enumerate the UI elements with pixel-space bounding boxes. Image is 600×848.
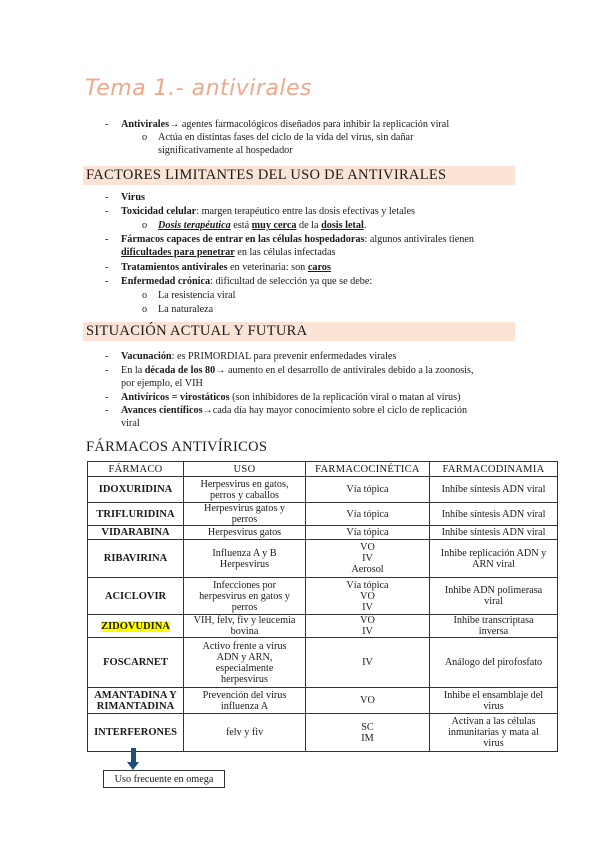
text: está	[230, 220, 252, 231]
cell-line: perros y caballos	[209, 489, 280, 501]
table-header-row	[88, 462, 558, 477]
cell-pd	[430, 526, 558, 540]
cell-line: bovina	[230, 626, 259, 637]
term: Enfermedad crónica	[121, 276, 211, 287]
cell-pd	[430, 477, 558, 503]
cell-line: felv y fiv	[225, 727, 264, 738]
bullet-dash: -	[105, 119, 109, 130]
situacion-antiviricos	[121, 391, 460, 404]
factor-toxicidad	[121, 205, 415, 218]
cell-line: VO	[360, 590, 375, 602]
cell-line: Inhibe síntesis ADN viral	[441, 508, 546, 520]
cell-pd	[430, 638, 558, 688]
situacion-avances	[121, 404, 467, 417]
cell-uso	[184, 526, 306, 540]
cell-line: ARN viral	[472, 558, 515, 570]
table-row	[88, 714, 558, 752]
term: Antivíricos = virostáticos	[121, 392, 230, 403]
cell-uso	[184, 540, 306, 578]
cell-uso	[184, 615, 306, 638]
cell-line: inmunitarias y mata al	[448, 727, 539, 738]
term: caros	[307, 262, 331, 273]
cell-farmaco	[88, 714, 184, 752]
intro-sub1: Actúa en distintas fases del ciclo de la vida del virus, sin dañar	[158, 132, 414, 143]
text: →cada día hay mayor conocimiento sobre el ciclo de replicación	[202, 405, 468, 416]
text: .	[363, 220, 367, 231]
text: de la	[296, 220, 322, 231]
header-uso: USO	[184, 462, 306, 477]
cell-line: Activo frente a virus	[202, 640, 287, 652]
cell-pd	[430, 540, 558, 578]
cell-line: IV	[362, 601, 373, 613]
cell-line: IV	[362, 626, 373, 637]
cell-uso	[184, 638, 306, 688]
term: muy cerca	[251, 220, 297, 231]
cell-line: Herpesvirus en gatos,	[200, 478, 289, 490]
cell-line: virus	[483, 700, 504, 712]
cell-pd	[430, 714, 558, 752]
intro-text: agentes farmacológicos diseñados para inhibir la replicación viral	[179, 119, 450, 130]
cell-line: influenza A	[220, 700, 269, 712]
factor-farmacos	[121, 233, 474, 246]
page-title: Tema 1.- antivirales	[85, 76, 313, 101]
term: Dosis terapéutica	[158, 220, 231, 231]
bullet-dash: -	[105, 276, 109, 287]
section-heading-farmacos: FÁRMACOS ANTIVÍRICOS	[86, 439, 268, 455]
cell-line: Aerosol	[351, 564, 384, 575]
drug-name: INTERFERONES	[94, 727, 177, 738]
cell-uso	[184, 714, 306, 752]
drug-name: AMANTADINA Y RIMANTADINA	[94, 689, 177, 712]
cell-line: Herpesvirus	[219, 558, 270, 570]
sub-bullet: o	[142, 132, 148, 143]
cell-line: Inhibe replicación ADN y	[440, 547, 547, 559]
intro-sub2: significativamente al hospedador	[158, 145, 293, 156]
sub-bullet: o	[142, 304, 148, 315]
cell-pk	[306, 503, 430, 526]
cell-line: IM	[361, 732, 374, 744]
term: Tratamientos antivirales	[121, 262, 228, 273]
cell-pk	[306, 578, 430, 615]
situacion-vacunacion	[121, 350, 396, 363]
cell-line: perros	[231, 514, 258, 525]
cell-pk	[306, 526, 430, 540]
term: dosis letal	[321, 220, 364, 231]
cell-line: Prevención del virus	[202, 689, 287, 701]
cell-farmaco	[88, 688, 184, 714]
bullet-dash: -	[105, 405, 109, 416]
bullet-dash: -	[105, 351, 109, 362]
table-row	[88, 638, 558, 688]
drug-name: FOSCARNET	[103, 657, 168, 668]
cell-pd	[430, 578, 558, 615]
cell-line: viral	[484, 596, 503, 607]
cell-line: ADN y ARN,	[216, 651, 273, 663]
text: : es PRIMORDIAL para prevenir enfermedades virales	[171, 351, 397, 362]
cell-pd	[430, 688, 558, 714]
term: dificultades para penetrar	[121, 247, 235, 258]
cell-line: VO	[360, 695, 375, 706]
cell-uso	[184, 477, 306, 503]
factor-farmacos-l2	[121, 246, 335, 259]
cell-pk	[306, 477, 430, 503]
text: : algunos antivirales tienen	[364, 234, 474, 245]
factor-virus: Virus	[121, 192, 145, 203]
cell-farmaco	[88, 477, 184, 503]
sub-bullet: o	[142, 290, 148, 301]
factor-toxicidad-sub	[158, 219, 366, 232]
cell-line: Inhibe ADN polimerasa	[444, 585, 543, 596]
factor-enfermedad-sub2: La naturaleza	[158, 304, 214, 315]
cell-farmaco	[88, 503, 184, 526]
text: En la	[121, 365, 145, 376]
cell-line: IV	[362, 657, 373, 668]
cell-pk	[306, 615, 430, 638]
cell-uso	[184, 503, 306, 526]
cell-farmaco	[88, 540, 184, 578]
cell-pk	[306, 714, 430, 752]
drug-name: TRIFLURIDINA	[96, 508, 175, 520]
cell-line: Análogo del pirofosfato	[444, 657, 543, 668]
bullet-dash: -	[105, 192, 109, 203]
cell-line: virus	[483, 738, 504, 749]
cell-pk	[306, 688, 430, 714]
cell-line: VIH, felv, fiv y leucemia	[193, 615, 296, 626]
cell-line: Infecciones por	[212, 579, 277, 591]
arrow-head-icon	[127, 762, 139, 770]
term: Avances científicos	[121, 405, 203, 416]
section-heading-situacion: SITUACIÓN ACTUAL Y FUTURA	[83, 322, 515, 341]
intro-arrow: →	[169, 119, 180, 130]
cell-pk	[306, 638, 430, 688]
drug-name: VIDARABINA	[101, 527, 170, 538]
section-heading-factores: FACTORES LIMITANTES DEL USO DE ANTIVIRALES	[83, 166, 515, 185]
cell-line: herpesvirus	[221, 673, 268, 685]
situacion-decada	[121, 364, 474, 377]
drugs-table	[87, 461, 558, 752]
table-row	[88, 688, 558, 714]
intro-line	[121, 118, 449, 131]
cell-line: herpesvirus en gatos y	[199, 590, 290, 602]
text: : dificultad de selección ya que se debe:	[210, 276, 373, 287]
cell-line: Inhibe el ensamblaje del	[443, 689, 544, 701]
bullet-dash: -	[105, 365, 109, 376]
cell-uso	[184, 578, 306, 615]
sub-bullet: o	[142, 220, 148, 231]
drug-name: ZIDOVUDINA	[101, 620, 170, 632]
text: (son inhibidores de la replicación viral o matan al virus)	[229, 392, 461, 403]
cell-line: especialmente	[215, 662, 274, 674]
cell-uso	[184, 688, 306, 714]
cell-line: inversa	[478, 626, 509, 637]
factor-enfermedad-sub1: La resistencia viral	[158, 290, 236, 301]
factor-tratamientos	[121, 261, 331, 274]
cell-line: Herpesvirus gatos	[207, 527, 282, 538]
cell-line: perros	[231, 601, 258, 613]
cell-farmaco	[88, 638, 184, 688]
intro-term: Antivirales	[121, 119, 170, 130]
header-farmacocinetica: FARMACOCINÉTICA	[306, 462, 430, 477]
text: → aumento en el desarrollo de antivirales debido a la zoonosis,	[215, 365, 474, 376]
text: en veterinaria: son	[227, 262, 308, 273]
note-box: Uso frecuente en omega	[103, 770, 225, 788]
cell-line: SC	[361, 721, 374, 733]
cell-line: Influenza A y B	[212, 547, 277, 559]
term: Fármacos capaces de entrar en las células hospedadoras	[121, 234, 365, 245]
cell-farmaco	[88, 526, 184, 540]
bullet-dash: -	[105, 392, 109, 403]
text: : margen terapéutico entre las dosis efectivas y letales	[196, 206, 415, 217]
table-row	[88, 477, 558, 503]
table-row	[88, 540, 558, 578]
cell-pk	[306, 540, 430, 578]
situacion-avances-l2: viral	[121, 418, 140, 429]
table-row	[88, 615, 558, 638]
cell-line: Inhibe síntesis ADN viral	[441, 527, 546, 538]
drug-name: ACICLOVIR	[104, 590, 167, 602]
header-farmacodinamia: FARMACODINAMIA	[430, 462, 558, 477]
cell-line: Vía tópica	[346, 579, 389, 591]
cell-farmaco	[88, 615, 184, 638]
cell-line: Vía tópica	[346, 484, 389, 495]
cell-pd	[430, 615, 558, 638]
factor-enfermedad	[121, 275, 372, 288]
cell-line: VO	[360, 615, 375, 626]
cell-line: VO	[360, 542, 375, 553]
header-farmaco: FÁRMACO	[88, 462, 184, 477]
text: en las células infectadas	[234, 247, 336, 258]
table-row	[88, 526, 558, 540]
cell-farmaco	[88, 578, 184, 615]
cell-pd	[430, 503, 558, 526]
cell-line: Herpesvirus gatos y	[204, 503, 285, 514]
bullet-dash: -	[105, 262, 109, 273]
term: década de los 80	[144, 365, 216, 376]
situacion-decada-l2: por ejemplo, el VIH	[121, 378, 203, 389]
drug-name: IDOXURIDINA	[98, 484, 173, 495]
cell-line: Inhibe síntesis ADN viral	[441, 484, 546, 495]
table-row	[88, 503, 558, 526]
cell-line: Vía tópica	[346, 527, 389, 538]
cell-line: IV	[362, 553, 373, 564]
cell-line: Inhibe transcriptasa	[453, 615, 534, 626]
drug-name: RIBAVIRINA	[103, 553, 168, 564]
term: Vacunación	[121, 351, 172, 362]
bullet-dash: -	[105, 206, 109, 217]
cell-line: Activan a las células	[451, 716, 536, 727]
term: Toxicidad celular	[121, 206, 197, 217]
cell-line: Vía tópica	[346, 508, 389, 520]
table-row	[88, 578, 558, 615]
bullet-dash: -	[105, 234, 109, 245]
